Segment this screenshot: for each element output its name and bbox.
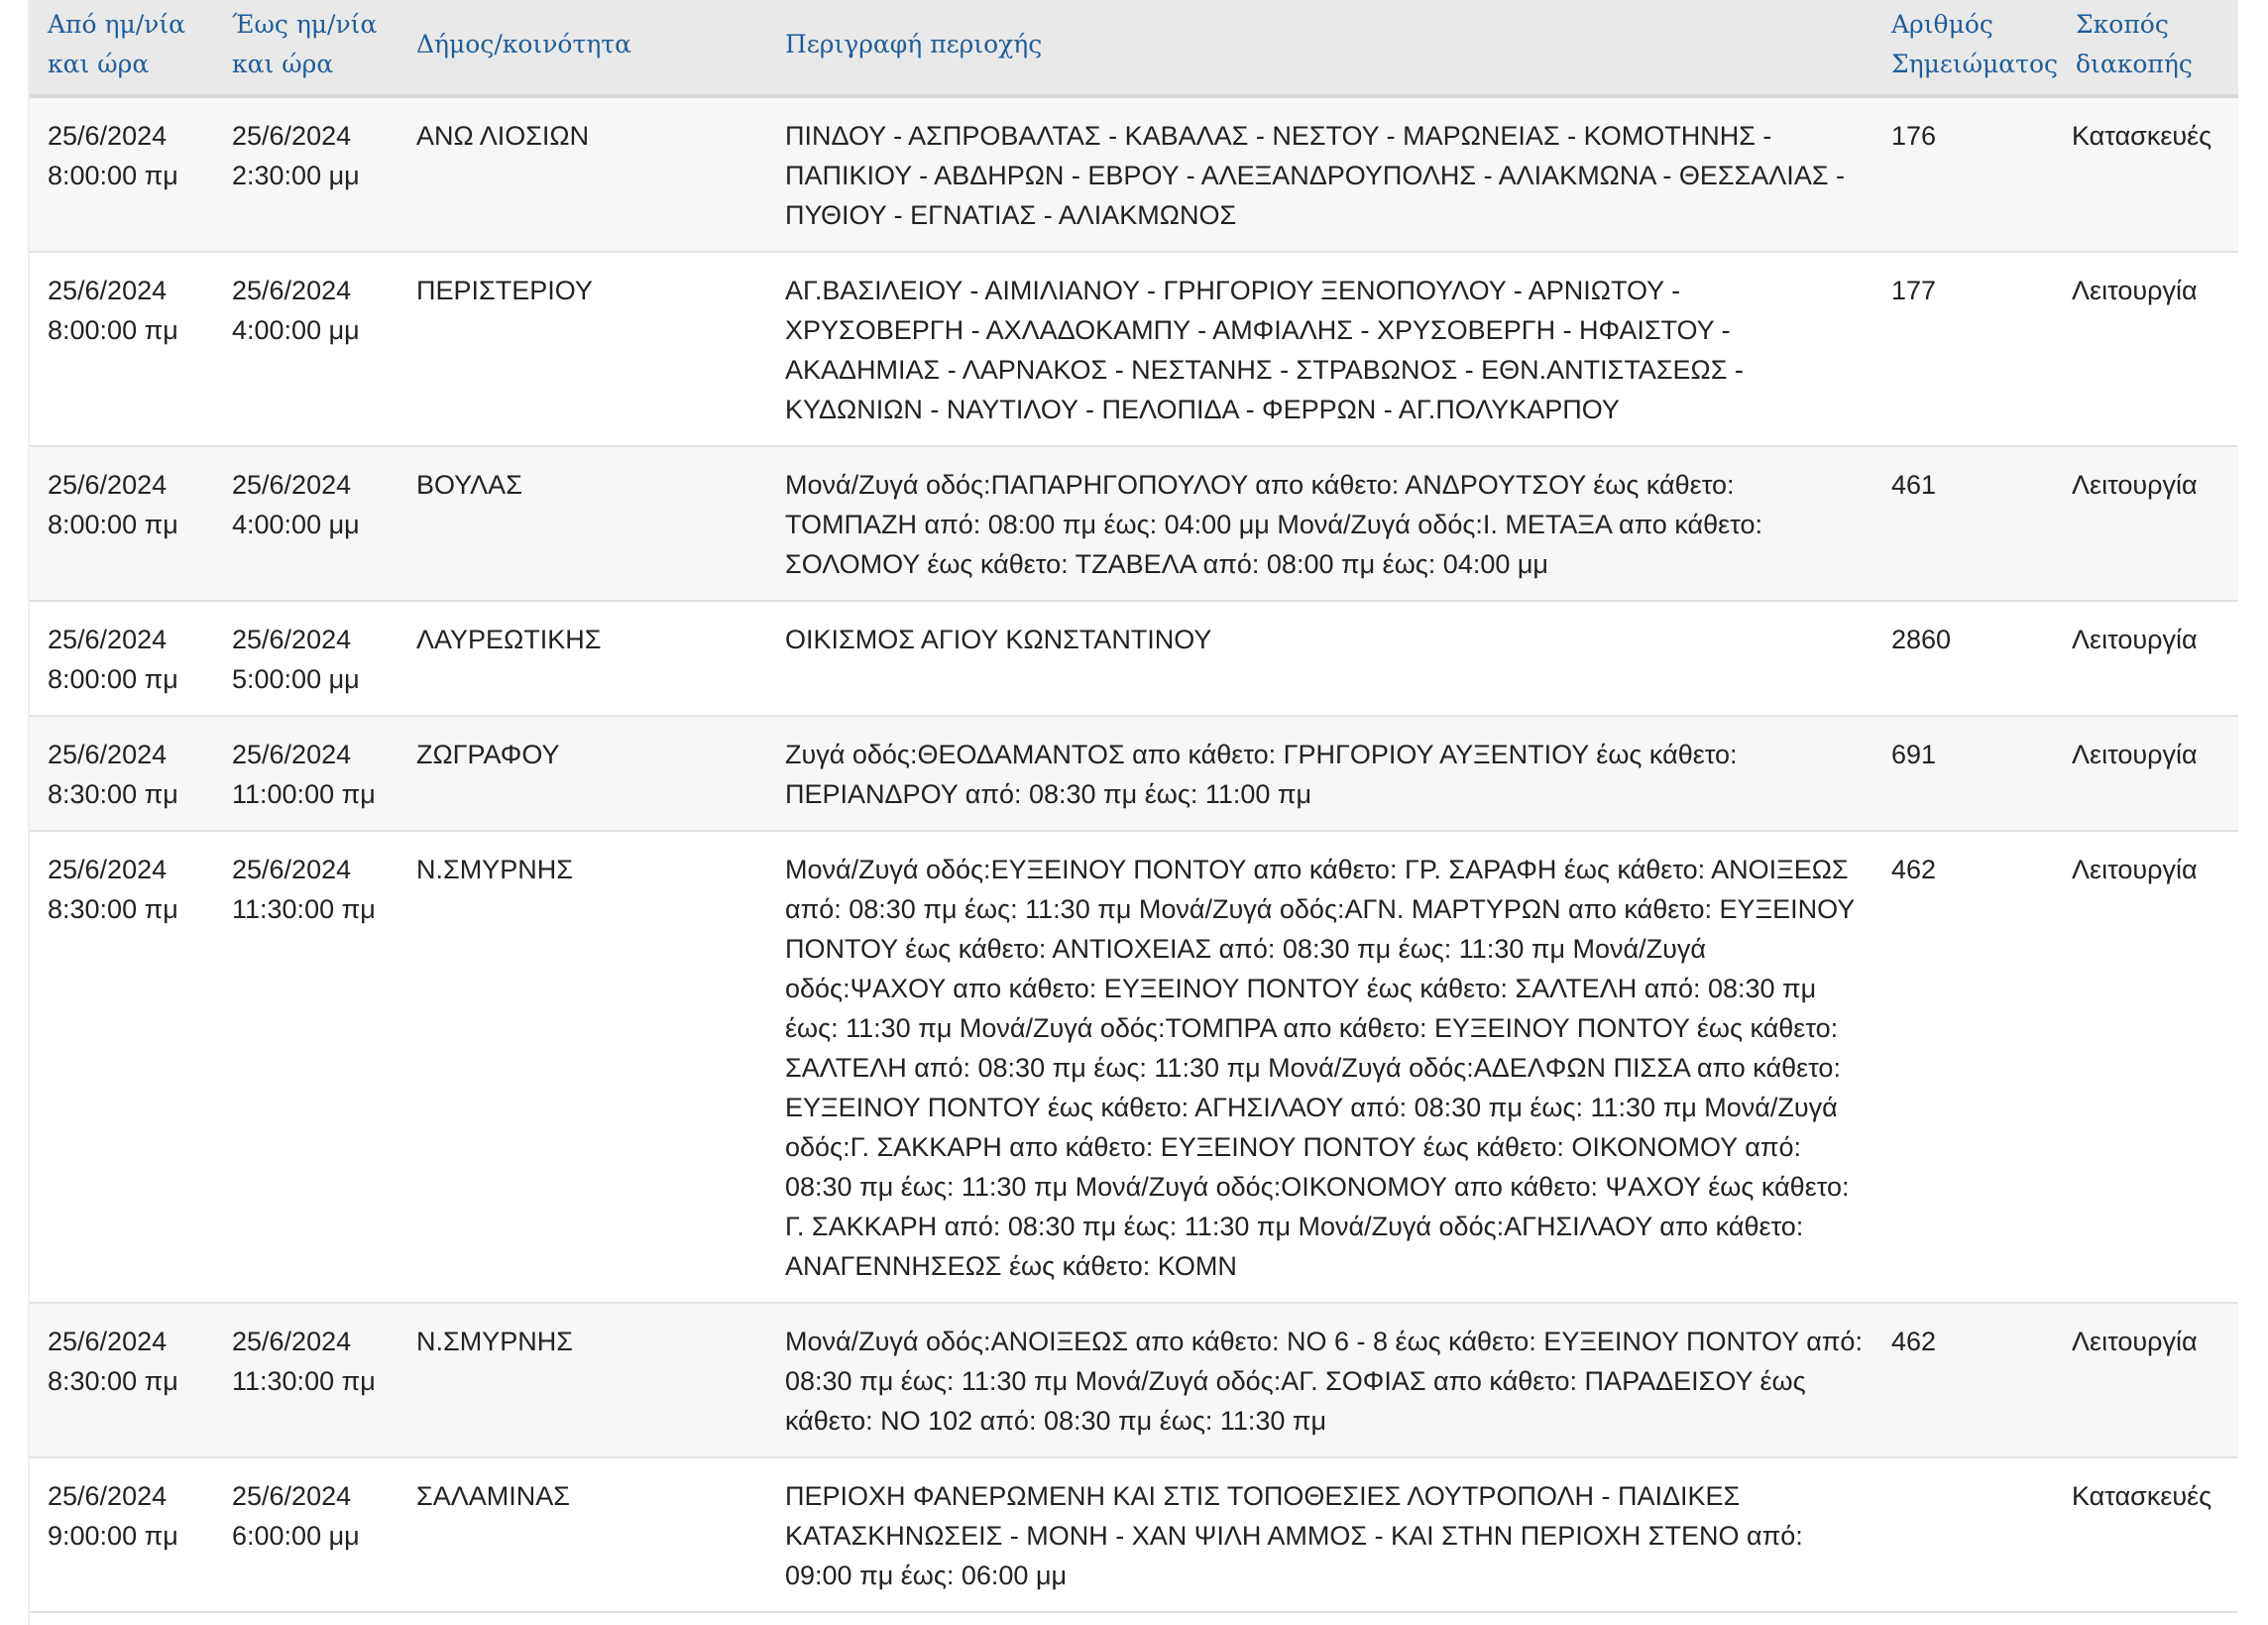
cell-area-description: ΑΓ.ΒΑΣΙΛΕΙΟΥ - ΑΙΜΙΛΙΑΝΟΥ - ΓΡΗΓΟΡΙΟΥ ΞΕΝΟΠΟΥΛΟΥ - ΑΡΝΙΩΤΟΥ - ΧΡΥΣΟΒΕΡΓΗ - ΑΧΛΑΔΟΚΑΜΠΥ - ΑΜΦΙΑΛΗΣ - ΧΡΥΣΟΒΕΡΓΗ - ΗΦΑΙΣΤΟΥ - ΑΚΑΔΗΜΙΑΣ - ΛΑΡΝΑΚΟΣ - ΝΕΣΤΑΝΗΣ - ΣΤΡΑΒΩΝΟΣ - ΕΘΝ.ΑΝΤΙΣΤΑΣΕΩΣ - ΚΥΔΩΝΙΩΝ - ΝΑΥΤΙΛΟΥ - ΠΕΛΟΠΙΔΑ - ΦΕΡΡΩΝ - ΑΓ.ΠΟΛΥΚΑΡΠΟΥ [767, 252, 1873, 446]
header-outage-purpose[interactable]: Σκοπός διακοπής [2058, 0, 2238, 96]
cell-from-datetime: 25/6/2024 9:00:00 πμ [30, 1457, 214, 1612]
cell-municipality: ΠΕΡΙΣΤΕΡΙΟΥ [398, 252, 767, 446]
cell-municipality: ΒΟΥΛΑΣ [398, 446, 767, 601]
cell-from-datetime: 25/6/2024 8:30:00 πμ [30, 716, 214, 831]
cell-outage-purpose: Λειτουργία [2058, 252, 2238, 446]
cell-municipality: Ν.ΣΜΥΡΝΗΣ [398, 1303, 767, 1457]
table-row [30, 716, 2238, 831]
cell-note-number: 691 [1873, 716, 2058, 831]
cell-from-datetime: 25/6/2024 8:00:00 πμ [30, 601, 214, 716]
table-row [30, 601, 2238, 716]
header-note-number[interactable]: Αριθμός Σημειώματος [1873, 0, 2058, 96]
cell-area-description: Μονά/Ζυγά οδός:ΑΝΟΙΞΕΩΣ απο κάθετο: ΝΟ 6 - 8 έως κάθετο: ΕΥΞΕΙΝΟΥ ΠΟΝΤΟΥ από: 08:30 πμ έως: 11:30 πμ Μονά/Ζυγά οδός:ΑΓ. ΣΟΦΙΑΣ απο κάθετο: ΠΑΡΑΔΕΙΣΟΥ έως κάθετο: ΝΟ 102 από: 08:30 πμ έως: 11:30 πμ [767, 1303, 1873, 1457]
cell-to-datetime: 25/6/2024 4:00:00 μμ [214, 446, 398, 601]
table-row [30, 1303, 2238, 1457]
cell-to-datetime: 25/6/2024 4:00:00 μμ [214, 252, 398, 446]
header-to-datetime[interactable]: Έως ημ/νία και ώρα [214, 0, 398, 96]
cell-outage-purpose: Κατασκευές [2058, 1457, 2238, 1612]
cell-from-datetime: 25/6/2024 8:00:00 πμ [30, 252, 214, 446]
cell-area-description: ΠΕΡΙΟΧΗ ΦΑΝΕΡΩΜΕΝΗ ΚΑΙ ΣΤΙΣ ΤΟΠΟΘΕΣΙΕΣ ΛΟΥΤΡΟΠΟΛΗ - ΠΑΙΔΙΚΕΣ ΚΑΤΑΣΚΗΝΩΣΕΙΣ - ΜΟΝΗ - ΧΑΝ ΨΙΛΗ ΑΜΜΟΣ - ΚΑΙ ΣΤΗΝ ΠΕΡΙΟΧΗ ΣΤΕΝΟ από: 09:00 πμ έως: 06:00 μμ [767, 1457, 1873, 1612]
cell-from-datetime: 25/6/2024 8:00:00 πμ [30, 446, 214, 601]
table-row [30, 831, 2238, 1303]
cell-from-datetime: 25/6/2024 8:30:00 πμ [30, 831, 214, 1303]
cell-to-datetime: 25/6/2024 2:30:00 μμ [214, 96, 398, 252]
table-header [30, 0, 2238, 96]
cell-to-datetime: 25/6/2024 11:30:00 πμ [214, 1303, 398, 1457]
cell-outage-purpose: Λειτουργία [2058, 446, 2238, 601]
cell-outage-purpose: Κατασκευές [2058, 96, 2238, 252]
cell-area-description: Μονά/Ζυγά οδός:ΕΥΞΕΙΝΟΥ ΠΟΝΤΟΥ απο κάθετο: ΓΡ. ΣΑΡΑΦΗ έως κάθετο: ΑΝΟΙΞΕΩΣ από: 08:30 πμ έως: 11:30 πμ Μονά/Ζυγά οδός:ΑΓΝ. ΜΑΡΤΥΡΩΝ απο κάθετο: ΕΥΞΕΙΝΟΥ ΠΟΝΤΟΥ έως κάθετο: ΑΝΤΙΟΧΕΙΑΣ από: 08:30 πμ έως: 11:30 πμ Μονά/Ζυγά οδός:ΨΑΧΟΥ απο κάθετο: ΕΥΞΕΙΝΟΥ ΠΟΝΤΟΥ έως κάθετο: ΣΑΛΤΕΛΗ από: 08:30 πμ έως: 11:30 πμ Μονά/Ζυγά οδός:ΤΟΜΠΡΑ απο κάθετο: ΕΥΞΕΙΝΟΥ ΠΟΝΤΟΥ έως κάθετο: ΣΑΛΤΕΛΗ από: 08:30 πμ έως: 11:30 πμ Μονά/Ζυγά οδός:ΑΔΕΛΦΩΝ ΠΙΣΣΑ απο κάθετο: ΕΥΞΕΙΝΟΥ ΠΟΝΤΟΥ έως κάθετο: ΑΓΗΣΙΛΑΟΥ από: 08:30 πμ έως: 11:30 πμ Μονά/Ζυγά οδός:Γ. ΣΑΚΚΑΡΗ απο κάθετο: ΕΥΞΕΙΝΟΥ ΠΟΝΤΟΥ έως κάθετο: ΟΙΚΟΝΟΜΟΥ από: 08:30 πμ έως: 11:30 πμ Μονά/Ζυγά οδός:ΟΙΚΟΝΟΜΟΥ απο κάθετο: ΨΑΧΟΥ έως κάθετο: Γ. ΣΑΚΚΑΡΗ από: 08:30 πμ έως: 11:30 πμ Μονά/Ζυγά οδός:ΑΓΗΣΙΛΑΟΥ απο κάθετο: ΑΝΑΓΕΝΝΗΣΕΩΣ έως κάθετο: ΚΟΜΝ [767, 831, 1873, 1303]
cell-municipality: ΑΝΩ ΛΙΟΣΙΩΝ [398, 96, 767, 252]
outages-table [30, 0, 2238, 1613]
cell-area-description: Μονά/Ζυγά οδός:ΠΑΠΑΡΗΓΟΠΟΥΛΟΥ απο κάθετο: ΑΝΔΡΟΥΤΣΟΥ έως κάθετο: ΤΟΜΠΑΖΗ από: 08:00 πμ έως: 04:00 μμ Μονά/Ζυγά οδός:Ι. ΜΕΤΑΞΑ απο κάθετο: ΣΟΛΟΜΟΥ έως κάθετο: ΤΖΑΒΕΛΑ από: 08:00 πμ έως: 04:00 μμ [767, 446, 1873, 601]
cell-note-number: 176 [1873, 96, 2058, 252]
cell-area-description: ΟΙΚΙΣΜΟΣ ΑΓΙΟΥ ΚΩΝΣΤΑΝΤΙΝΟΥ [767, 601, 1873, 716]
cell-to-datetime: 25/6/2024 11:00:00 πμ [214, 716, 398, 831]
table-row [30, 96, 2238, 252]
cell-municipality: ΖΩΓΡΑΦΟΥ [398, 716, 767, 831]
cell-municipality: ΛΑΥΡΕΩΤΙΚΗΣ [398, 601, 767, 716]
cell-note-number: 177 [1873, 252, 2058, 446]
cell-outage-purpose: Λειτουργία [2058, 716, 2238, 831]
outages-table-container [30, 0, 2238, 1613]
cell-municipality: Ν.ΣΜΥΡΝΗΣ [398, 831, 767, 1303]
table-body [30, 96, 2238, 1612]
cell-to-datetime: 25/6/2024 11:30:00 πμ [214, 831, 398, 1303]
cell-outage-purpose: Λειτουργία [2058, 1303, 2238, 1457]
cell-to-datetime: 25/6/2024 5:00:00 μμ [214, 601, 398, 716]
cell-from-datetime: 25/6/2024 8:00:00 πμ [30, 96, 214, 252]
header-area-description[interactable]: Περιγραφή περιοχής [767, 0, 1873, 96]
cell-note-number: 462 [1873, 1303, 2058, 1457]
table-row [30, 1457, 2238, 1612]
cell-municipality: ΣΑΛΑΜΙΝΑΣ [398, 1457, 767, 1612]
table-row [30, 446, 2238, 601]
header-row [30, 0, 2238, 96]
cell-outage-purpose: Λειτουργία [2058, 601, 2238, 716]
table-row [30, 252, 2238, 446]
cell-note-number: 462 [1873, 831, 2058, 1303]
header-municipality[interactable]: Δήμος/κοινότητα [398, 0, 767, 96]
cell-note-number [1873, 1457, 2058, 1612]
header-from-datetime[interactable]: Από ημ/νία και ώρα [30, 0, 214, 96]
cell-note-number: 2860 [1873, 601, 2058, 716]
cell-from-datetime: 25/6/2024 8:30:00 πμ [30, 1303, 214, 1457]
cell-area-description: Ζυγά οδός:ΘΕΟΔΑΜΑΝΤΟΣ απο κάθετο: ΓΡΗΓΟΡΙΟΥ ΑΥΞΕΝΤΙΟΥ έως κάθετο: ΠΕΡΙΑΝΔΡΟΥ από: 08:30 πμ έως: 11:00 πμ [767, 716, 1873, 831]
cell-outage-purpose: Λειτουργία [2058, 831, 2238, 1303]
cell-to-datetime: 25/6/2024 6:00:00 μμ [214, 1457, 398, 1612]
cell-note-number: 461 [1873, 446, 2058, 601]
cell-area-description: ΠΙΝΔΟΥ - ΑΣΠΡΟΒΑΛΤΑΣ - ΚΑΒΑΛΑΣ - ΝΕΣΤΟΥ - ΜΑΡΩΝΕΙΑΣ - ΚΟΜΟΤΗΝΗΣ - ΠΑΠΙΚΙΟΥ - ΑΒΔΗΡΩΝ - ΕΒΡΟΥ - ΑΛΕΞΑΝΔΡΟΥΠΟΛΗΣ - ΑΛΙΑΚΜΩΝΑ - ΘΕΣΣΑΛΙΑΣ - ΠΥΘΙΟΥ - ΕΓΝΑΤΙΑΣ - ΑΛΙΑΚΜΩΝΟΣ [767, 96, 1873, 252]
